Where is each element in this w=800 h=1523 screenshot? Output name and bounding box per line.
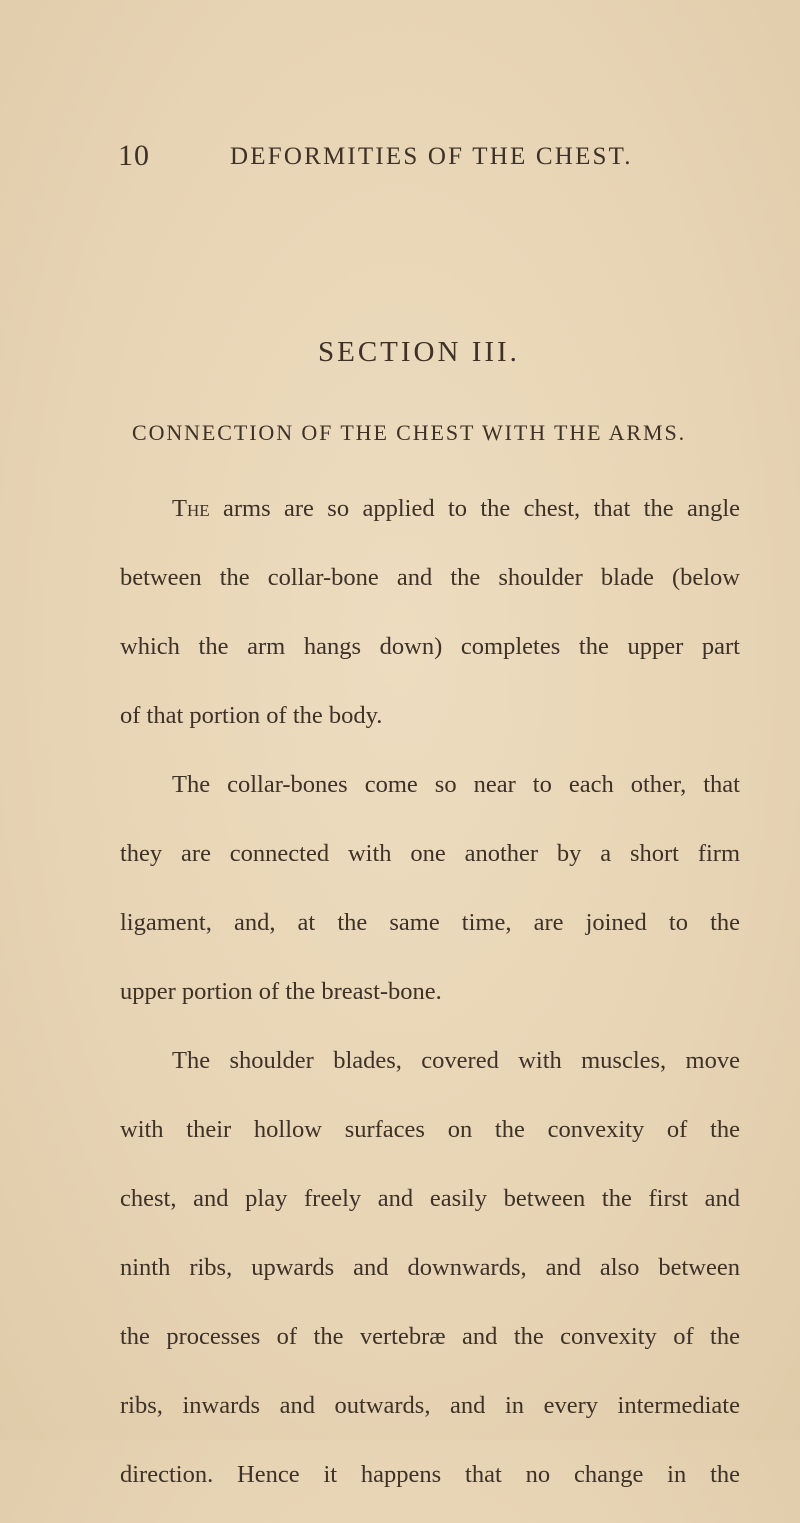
paragraph-line: between the collar-bone and the shoulder blade (below <box>120 564 740 591</box>
paragraph-line: upper portion of the breast-bone. <box>120 978 442 1005</box>
paragraph-line: ninth ribs, upwards and downwards, and also between <box>120 1254 740 1281</box>
paragraph-line: with their hollow surfaces on the convexity of the <box>120 1116 740 1143</box>
body-text <box>120 488 740 1523</box>
paragraph-line: which the arm hangs down) completes the upper part <box>120 633 740 660</box>
paragraph-line: ribs, inwards and outwards, and in every intermediate <box>120 1392 740 1419</box>
paragraph-line: they are connected with one another by a short firm <box>120 840 740 867</box>
paragraph-line: The collar-bones come so near to each other, that <box>172 771 740 798</box>
paragraph-line: chest, and play freely and easily between the first and <box>120 1185 740 1212</box>
running-title: DEFORMITIES OF THE CHEST. <box>230 143 633 170</box>
paragraph-line: The shoulder blades, covered with muscles, move <box>172 1047 740 1074</box>
lead-word: The <box>172 495 210 522</box>
paragraph-line: direction. Hence it happens that no change in the <box>120 1461 740 1488</box>
paragraph-line: the processes of the vertebræ and the convexity of the <box>120 1323 740 1350</box>
paragraph-line: of that portion of the body. <box>120 702 383 729</box>
paragraph-line: ligament, and, at the same time, are joined to the <box>120 909 740 936</box>
section-subtitle: CONNECTION OF THE CHEST WITH THE ARMS. <box>132 420 686 445</box>
line-text: arms are so applied to the chest, that the angle <box>209 495 740 522</box>
paragraph-line <box>120 488 740 557</box>
running-head <box>118 138 758 178</box>
section-heading: SECTION III. <box>318 336 520 368</box>
page-number: 10 <box>118 139 150 172</box>
